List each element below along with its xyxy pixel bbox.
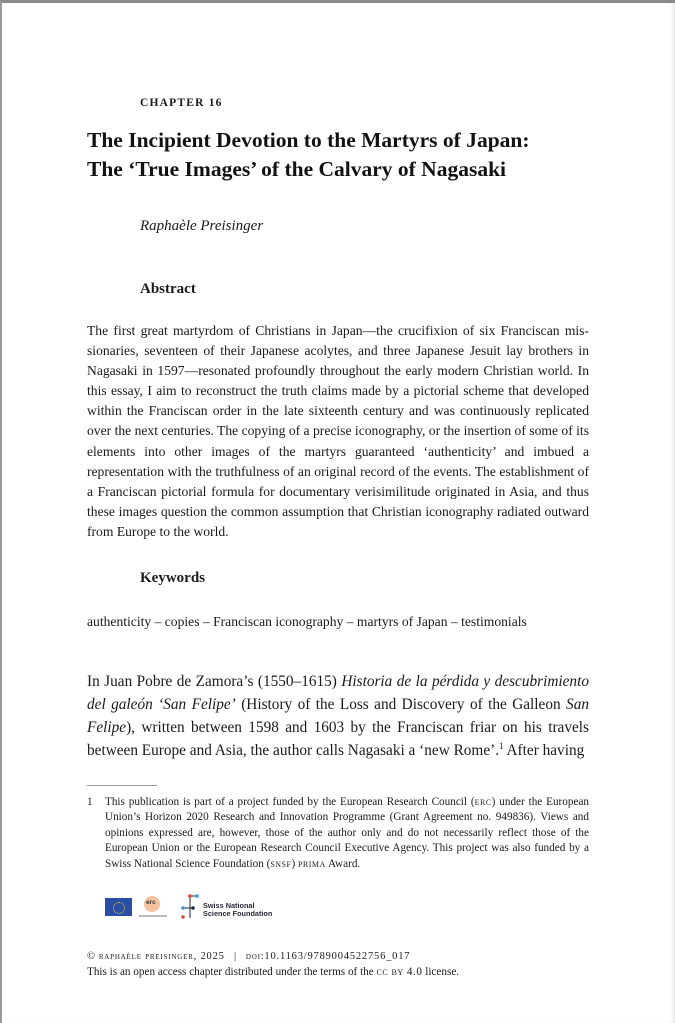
copyright-symbol: © xyxy=(87,951,96,962)
ship-name-italic: San Felipe xyxy=(87,696,589,736)
chapter-label: CHAPTER 16 xyxy=(140,97,223,109)
snsf-line-1: Swiss National xyxy=(203,901,255,910)
footnote-text-part: ) under the European Union’s Horizon 2020 Research and Innovation Programme (Grant Agreement no. 949836). Views and opinions expressed are, however, those of the author only and do not necessarily reflect those of the European Union or the European Research Council Executive Agency. This project was also funded by a Swiss National Science Foundation ( xyxy=(105,796,589,870)
separator: | xyxy=(233,951,237,962)
prima-abbreviation: prima xyxy=(297,857,326,870)
snsf-logo-text xyxy=(203,902,272,918)
author-name: Raphaèle Preisinger xyxy=(140,218,264,234)
license-text: license. xyxy=(422,966,460,978)
body-text: After having xyxy=(503,742,585,759)
footnote-text xyxy=(105,795,589,872)
snsf-abbreviation: snsf xyxy=(270,857,292,870)
erc-logo xyxy=(139,896,169,920)
keywords-list: authenticity – copies – Franciscan iconography – martyrs of Japan – testimonials xyxy=(87,614,527,629)
erc-subtitle-bar xyxy=(139,915,167,917)
license-line xyxy=(87,966,459,978)
body-text: ), written between 1598 and 1603 by the Franciscan friar on his travels between Europe and Asia, the author calls Nagasaki a ‘new Rome’. xyxy=(87,719,589,759)
footnote-1 xyxy=(87,795,589,872)
snsf-network-icon xyxy=(181,894,203,920)
abstract-heading: Abstract xyxy=(140,281,196,297)
book-title-italic: Historia de la pérdida y descubrimiento del galeón ‘San Felipe’ xyxy=(87,673,589,713)
footnote-text-part: This publication is part of a project funded by the European Research Council ( xyxy=(105,796,475,808)
erc-abbreviation: erc xyxy=(474,796,492,808)
footnote-text-part: ) xyxy=(291,857,298,870)
doi-link[interactable]: doi:10.1163/9789004522756_017 xyxy=(245,951,411,962)
eu-stars-icon xyxy=(113,902,125,914)
erc-logo-text: erc xyxy=(146,899,156,906)
license-link[interactable]: cc by 4.0 xyxy=(376,966,423,978)
funder-logos xyxy=(103,894,303,922)
body-text: In Juan Pobre de Zamora’s (1550–1615) xyxy=(87,673,342,690)
chapter-title-line-2: The ‘True Images’ of the Calvary of Nagasaki xyxy=(87,157,507,181)
footnote-reference[interactable]: 1 xyxy=(499,741,504,751)
snsf-line-2: Science Foundation xyxy=(203,909,273,918)
keywords-heading: Keywords xyxy=(140,570,205,586)
body-paragraph xyxy=(87,670,589,762)
license-text: This is an open access chapter distributed under the terms of the xyxy=(87,966,377,978)
chapter-title xyxy=(87,126,607,184)
footnote-text-part: Award. xyxy=(325,857,361,870)
eu-flag-icon xyxy=(105,898,132,916)
copyright-holder: raphaèle preisinger, 2025 xyxy=(98,951,225,962)
footnote-number: 1 xyxy=(87,796,93,808)
body-text: (History of the Loss and Discovery of the Galleon xyxy=(235,696,567,713)
chapter-title-line-1: The Incipient Devotion to the Martyrs of Japan: xyxy=(87,128,530,152)
footnote-divider xyxy=(87,785,157,786)
abstract-text: The first great martyrdom of Christians in Japan—the crucifixion of six Franciscan missionaries, seventeen of their Japanese acolytes, and three Japanese Jesuit lay brothers in Nagasaki in 1597—resonated profoundly throughout the early modern Christian world. In this essay, I aim to reconstruct the truth claims made by a pictorial scheme that developed within the Franciscan order in the late sixteenth century and was continuously replicated over the next centuries. The copying of a precise iconography, or the insertion of some of its elements into other images of the martyrs guaranteed ‘authenticity’ and imbued a representation with the truthfulness of an original record of the events. The establishment of a Franciscan pictorial formula for documentary verisimilitude originated in Asia, and thus these images question the common assumption that Christian iconography radiated outward from Europe to the world. xyxy=(87,323,589,539)
copyright-line xyxy=(87,951,410,962)
